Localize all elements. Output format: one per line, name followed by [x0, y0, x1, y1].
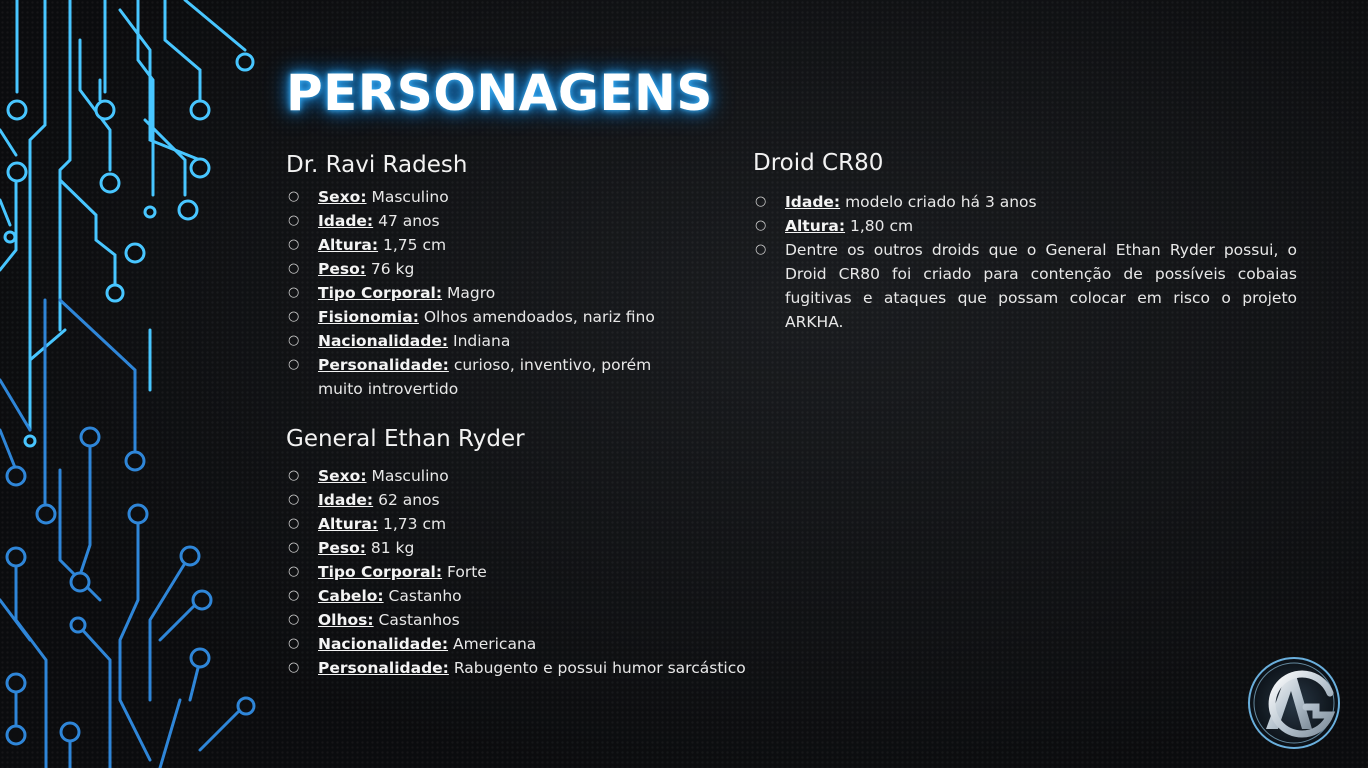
property-value: Magro — [447, 284, 496, 302]
property-value: Castanho — [388, 587, 462, 605]
hollow-circle-icon: ○ — [288, 189, 300, 204]
property-item — [286, 536, 756, 560]
character-description: Dentre os outros droids que o General Ethan Ryder possui, o Droid CR80 foi criado para contenção de possíveis cobaias fugitivas e ataques que possam colocar em risco o projeto ARKHA. — [785, 241, 1297, 331]
property-value: modelo criado há 3 anos — [845, 193, 1037, 211]
hollow-circle-icon: ○ — [288, 333, 300, 348]
character-name: Droid CR80 — [753, 150, 884, 176]
character-name: General Ethan Ryder — [286, 426, 525, 452]
property-item — [286, 632, 756, 656]
hollow-circle-icon: ○ — [288, 285, 300, 300]
property-label: Nacionalidade: — [318, 635, 449, 653]
hollow-circle-icon: ○ — [288, 468, 300, 483]
property-label: Peso: — [318, 539, 366, 557]
hollow-circle-icon: ○ — [288, 516, 300, 531]
property-item-description — [753, 238, 1297, 334]
hollow-circle-icon: ○ — [755, 218, 767, 233]
property-item — [286, 353, 658, 401]
character-name: Dr. Ravi Radesh — [286, 152, 468, 178]
property-label: Idade: — [318, 491, 374, 509]
property-value: 62 anos — [378, 491, 440, 509]
property-value: Rabugento e possui humor sarcástico — [453, 659, 746, 677]
property-label: Altura: — [785, 217, 846, 235]
property-label: Altura: — [318, 236, 379, 254]
property-label: Sexo: — [318, 188, 367, 206]
property-value: 1,80 cm — [850, 217, 914, 235]
hollow-circle-icon: ○ — [288, 357, 300, 372]
property-label: Fisionomia: — [318, 308, 419, 326]
property-label: Personalidade: — [318, 356, 449, 374]
property-item — [286, 281, 706, 305]
character-properties — [753, 190, 1297, 334]
hollow-circle-icon: ○ — [288, 237, 300, 252]
character-section-droid — [753, 150, 1297, 334]
property-item — [286, 233, 706, 257]
property-value: 1,75 cm — [383, 236, 447, 254]
property-item — [286, 464, 756, 488]
hollow-circle-icon: ○ — [288, 564, 300, 579]
hollow-circle-icon: ○ — [288, 492, 300, 507]
property-value: 81 kg — [370, 539, 415, 557]
circuit-board-icon — [0, 0, 270, 768]
property-item — [753, 214, 1297, 238]
logo-text: AG — [1046, 455, 1048, 456]
property-label: Peso: — [318, 260, 366, 278]
character-properties — [286, 464, 756, 680]
property-label: Tipo Corporal: — [318, 284, 443, 302]
property-value: 1,73 cm — [383, 515, 447, 533]
property-item — [286, 209, 706, 233]
property-value: Masculino — [371, 467, 449, 485]
property-item — [286, 488, 756, 512]
property-item — [286, 608, 756, 632]
property-value: Castanhos — [378, 611, 460, 629]
property-label: Tipo Corporal: — [318, 563, 443, 581]
property-label: Idade: — [785, 193, 841, 211]
hollow-circle-icon: ○ — [288, 636, 300, 651]
hollow-circle-icon: ○ — [288, 309, 300, 324]
ag-emblem-icon — [1046, 455, 1342, 751]
property-label: Cabelo: — [318, 587, 384, 605]
property-item — [286, 584, 756, 608]
character-section-ravi — [286, 152, 706, 401]
property-item — [286, 656, 756, 680]
property-item — [286, 329, 706, 353]
property-item — [286, 512, 756, 536]
property-label: Altura: — [318, 515, 379, 533]
hollow-circle-icon: ○ — [288, 660, 300, 675]
hollow-circle-icon: ○ — [288, 612, 300, 627]
property-label: Sexo: — [318, 467, 367, 485]
property-item — [286, 560, 756, 584]
property-label: Nacionalidade: — [318, 332, 449, 350]
hollow-circle-icon: ○ — [288, 261, 300, 276]
property-value: Olhos amendoados, nariz fino — [423, 308, 655, 326]
property-value: 47 anos — [378, 212, 440, 230]
hollow-circle-icon: ○ — [288, 588, 300, 603]
property-label: Olhos: — [318, 611, 374, 629]
property-value: Forte — [447, 563, 487, 581]
hollow-circle-icon: ○ — [755, 242, 767, 257]
property-value: Indiana — [453, 332, 511, 350]
hollow-circle-icon: ○ — [755, 194, 767, 209]
property-label: Personalidade: — [318, 659, 449, 677]
property-value: Masculino — [371, 188, 449, 206]
property-label: Idade: — [318, 212, 374, 230]
property-value: 76 kg — [370, 260, 415, 278]
property-item — [286, 185, 706, 209]
property-value: Americana — [453, 635, 537, 653]
property-item — [286, 257, 706, 281]
hollow-circle-icon: ○ — [288, 540, 300, 555]
character-section-ethan — [286, 426, 756, 680]
property-item — [753, 190, 1297, 214]
hollow-circle-icon: ○ — [288, 213, 300, 228]
character-properties — [286, 185, 706, 401]
property-value: curioso, inventivo, porém muito introvertido — [318, 356, 652, 398]
page-title: PERSONAGENS — [286, 63, 713, 122]
property-item — [286, 305, 706, 329]
